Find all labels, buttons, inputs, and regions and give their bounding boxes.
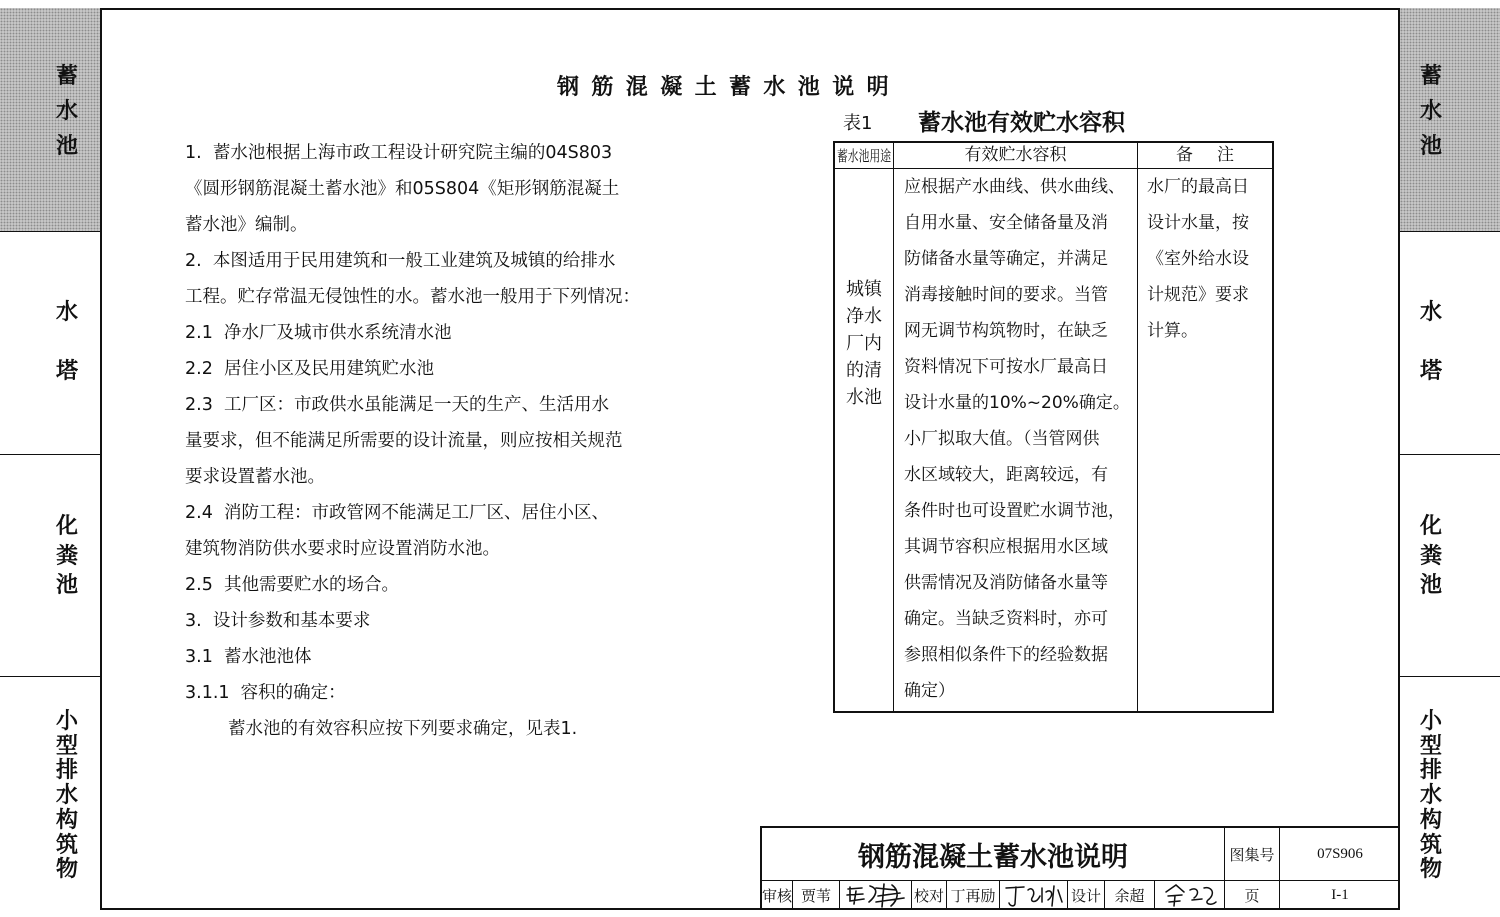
right-index-tabs xyxy=(1400,8,1500,910)
notes-line: 工程。贮存常温无侵蚀性的水。蓄水池一般用于下列情况： xyxy=(185,287,640,307)
cell-effective-volume xyxy=(893,169,1137,711)
volume-line: 确定） xyxy=(904,681,955,701)
storage-volume-table xyxy=(833,141,1274,713)
title-block-top-row xyxy=(762,828,1400,881)
header-use-text: 蓄水池用途 xyxy=(836,146,892,165)
header-effective-volume xyxy=(893,143,1137,169)
designer-name: 余超 xyxy=(1105,881,1155,910)
volume-line: 资料情况下可按水厂最高日 xyxy=(904,357,1108,377)
checker-signature xyxy=(1000,881,1068,910)
tab-small-drainage-structures-label: 小型排水构筑物 xyxy=(1419,709,1442,883)
header-remarks xyxy=(1137,143,1272,169)
reviewer-signature-scribble xyxy=(842,882,910,909)
notes-line: 3.1 蓄水池池体 xyxy=(185,647,312,667)
volume-line: 条件时也可设置贮水调节池， xyxy=(904,501,1125,521)
remark-line: 计算。 xyxy=(1147,321,1198,341)
tab-small-drainage-structures-label: 小型排水构筑物 xyxy=(55,709,78,883)
notes-line: 2.2 居住小区及民用建筑贮水池 xyxy=(185,359,434,379)
volume-line: 消毒接触时间的要求。当管 xyxy=(904,285,1108,305)
tab-water-tower-label: 水塔 xyxy=(1419,300,1442,384)
volume-line: 其调节容积应根据用水区域 xyxy=(904,537,1108,557)
notes-line: 3. 设计参数和基本要求 xyxy=(185,611,371,631)
page-label: 页 xyxy=(1225,881,1280,910)
header-remarks-text: 备注 xyxy=(1176,145,1258,165)
reviewer-signature xyxy=(840,881,912,910)
tab-water-tower xyxy=(1400,232,1500,455)
notes-line: 3.1.1 容积的确定： xyxy=(185,683,346,703)
notes-line: 2.5 其他需要贮水的场合。 xyxy=(185,575,399,595)
tab-storage-tank-label: 蓄水池 xyxy=(55,64,78,159)
checker-signature-scribble xyxy=(1002,882,1066,909)
tab-septic-tank xyxy=(1400,455,1500,677)
tab-storage-tank-label: 蓄水池 xyxy=(1419,64,1442,159)
tab-water-tower-label: 水塔 xyxy=(55,300,78,384)
notes-line: 蓄水池》编制。 xyxy=(185,215,308,235)
atlas-number: 07S906 xyxy=(1317,845,1363,862)
remark-line: 设计水量，按 xyxy=(1147,213,1249,233)
notes-line: 蓄水池的有效容积应按下列要求确定，见表1. xyxy=(228,719,578,739)
check-label: 校对 xyxy=(912,881,947,910)
drawing-title: 钢筋混凝土蓄水池说明 xyxy=(762,828,1225,880)
header-use xyxy=(835,143,893,169)
cell-use-text: 城镇净水厂内的清水池 xyxy=(846,279,882,408)
review-label: 审核 xyxy=(762,881,793,910)
designer-signature xyxy=(1155,881,1225,910)
page-title: 钢筋混凝土蓄水池说明 xyxy=(557,75,902,100)
notes-line: 2. 本图适用于民用建筑和一般工业建筑及城镇的给排水 xyxy=(185,251,616,271)
page-number: I-1 xyxy=(1331,887,1349,903)
volume-line: 应根据产水曲线、供水曲线、 xyxy=(904,177,1125,197)
cell-remarks xyxy=(1137,169,1272,711)
notes-line: 《圆形钢筋混凝土蓄水池》和05S804《矩形钢筋混凝土 xyxy=(185,179,620,199)
atlas-number-label: 图集号 xyxy=(1225,828,1280,880)
notes-line: 量要求，但不能满足所需要的设计流量，则应按相关规范 xyxy=(185,431,623,451)
tab-small-drainage-structures xyxy=(0,677,100,910)
title-block-bottom-row xyxy=(762,881,1400,910)
header-effective-volume-text: 有效贮水容积 xyxy=(964,145,1067,165)
volume-line: 参照相似条件下的经验数据 xyxy=(904,645,1108,665)
remark-line: 计规范》要求 xyxy=(1147,285,1249,305)
tab-storage-tank xyxy=(1400,8,1500,232)
notes-line: 2.4 消防工程：市政管网不能满足工厂区、居住小区、 xyxy=(185,503,609,523)
remark-line: 《室外给水设 xyxy=(1147,249,1249,269)
reviewer-name: 贾苇 xyxy=(793,881,840,910)
left-index-tabs xyxy=(0,8,100,910)
tab-septic-tank-label: 化粪池 xyxy=(1419,514,1442,598)
tab-storage-tank xyxy=(0,8,100,232)
volume-line: 设计水量的10%~20%确定。 xyxy=(904,393,1130,413)
volume-line: 自用水量、安全储备量及消 xyxy=(904,213,1108,233)
notes-line: 建筑物消防供水要求时应设置消防水池。 xyxy=(185,539,500,559)
tab-septic-tank xyxy=(0,455,100,677)
notes-line: 1. 蓄水池根据上海市政工程设计研究院主编的04S803 xyxy=(185,143,613,163)
notes-line: 要求设置蓄水池。 xyxy=(185,467,325,487)
cell-use xyxy=(835,169,893,711)
design-label: 设计 xyxy=(1068,881,1105,910)
checker-name: 丁再励 xyxy=(947,881,1000,910)
tab-small-drainage-structures xyxy=(1400,677,1500,910)
notes-line: 2.3 工厂区：市政供水虽能满足一天的生产、生活用水 xyxy=(185,395,609,415)
notes-line: 2.1 净水厂及城市供水系统清水池 xyxy=(185,323,452,343)
remark-line: 水厂的最高日 xyxy=(1147,177,1249,197)
volume-line: 网无调节构筑物时，在缺乏 xyxy=(904,321,1108,341)
volume-line: 供需情况及消防储备水量等 xyxy=(904,573,1108,593)
volume-line: 小厂拟取大值。（当管网供 xyxy=(904,429,1100,449)
volume-line: 确定。当缺乏资料时，亦可 xyxy=(904,609,1108,629)
tab-water-tower xyxy=(0,232,100,455)
title-block xyxy=(760,826,1400,910)
notes-text xyxy=(185,135,640,747)
table-caption-title: 蓄水池有效贮水容积 xyxy=(918,110,1125,136)
designer-signature-scribble xyxy=(1158,882,1222,909)
tab-septic-tank-label: 化粪池 xyxy=(55,514,78,598)
volume-line: 水区域较大，距离较远，有 xyxy=(904,465,1108,485)
table-caption-number: 表1 xyxy=(843,113,873,134)
volume-line: 防储备水量等确定，并满足 xyxy=(904,249,1108,269)
